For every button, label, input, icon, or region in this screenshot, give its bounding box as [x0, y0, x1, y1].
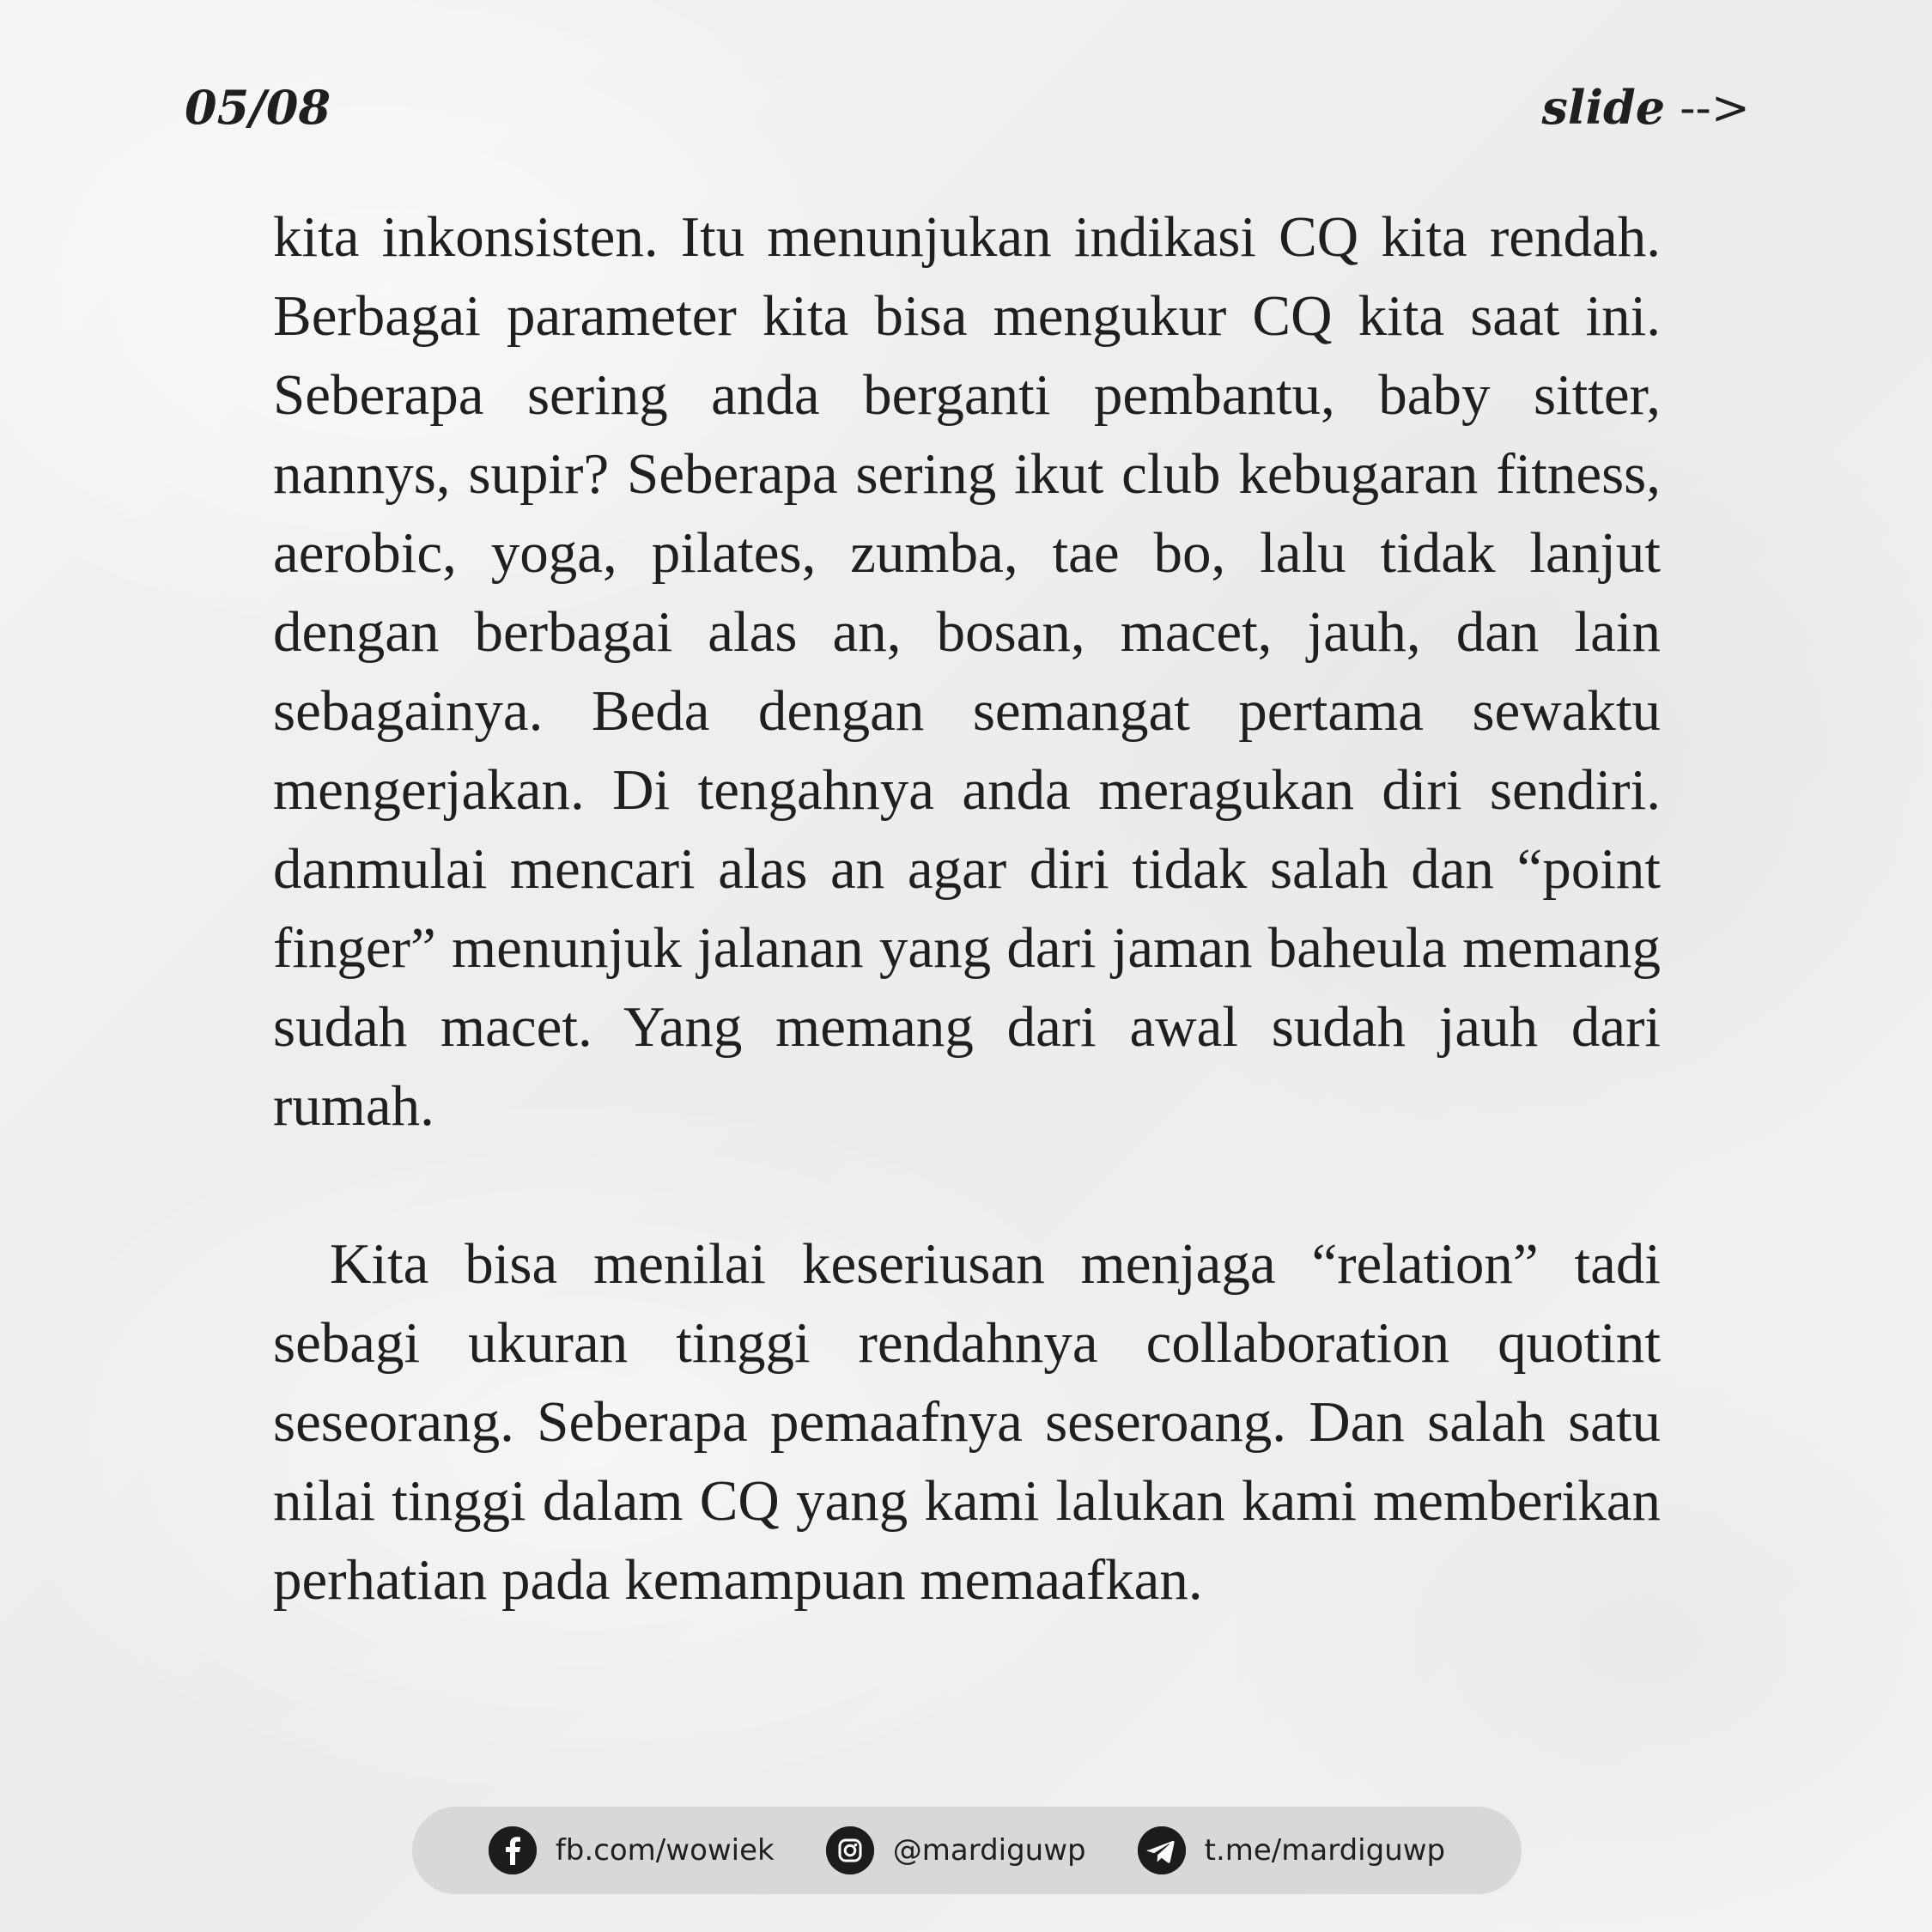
social-facebook[interactable]: [489, 1826, 775, 1874]
slide-hint: [1542, 82, 1750, 134]
social-instagram-label: @mardiguwp: [892, 1833, 1086, 1868]
social-telegram[interactable]: [1138, 1826, 1446, 1874]
paragraph: kita inkonsisten. Itu menunjukan indikasi CQ kita rendah. Berbagai parameter kita bisa mengukur CQ kita saat ini. Seberapa sering anda berganti pembantu, baby sitter, nannys, supir? Seberapa sering ikut club kebugaran fitness, aerobic, yoga, pilates, zumba, tae bo, lalu tidak lanjut dengan berbagai alas an, bosan, macet, jauh, dan lain sebagainya. Beda dengan semangat pertama sewaktu mengerjakan. Di tengahnya anda meragukan diri sendiri. danmulai mencari alas an agar diri tidak salah dan “point finger” menunjuk jalanan yang dari jaman baheula memang sudah macet. Yang memang dari awal sudah jauh dari rumah.: [273, 205, 1661, 1138]
telegram-icon: [1138, 1826, 1186, 1874]
page-indicator: 05/08: [185, 80, 331, 135]
slide-hint-label: slide: [1541, 80, 1666, 135]
paragraph: Kita bisa menilai keseriusan menjaga “relation” tadi sebagi ukuran tinggi rendahnya collaboration quotint seseorang. Seberapa pemaafnya seseroang. Dan salah satu nilai tinggi dalam CQ yang kami lalukan kami memberikan perhatian pada kemampuan memaafkan.: [273, 1232, 1661, 1612]
social-facebook-label: fb.com/wowiek: [555, 1833, 775, 1868]
facebook-icon: [489, 1826, 537, 1874]
body-text: [273, 197, 1661, 1619]
slide-arrow: -->: [1680, 81, 1750, 135]
instagram-icon: [826, 1826, 874, 1874]
social-instagram[interactable]: [826, 1826, 1086, 1874]
social-bar: [412, 1807, 1522, 1894]
social-telegram-label: t.me/mardiguwp: [1204, 1833, 1446, 1868]
